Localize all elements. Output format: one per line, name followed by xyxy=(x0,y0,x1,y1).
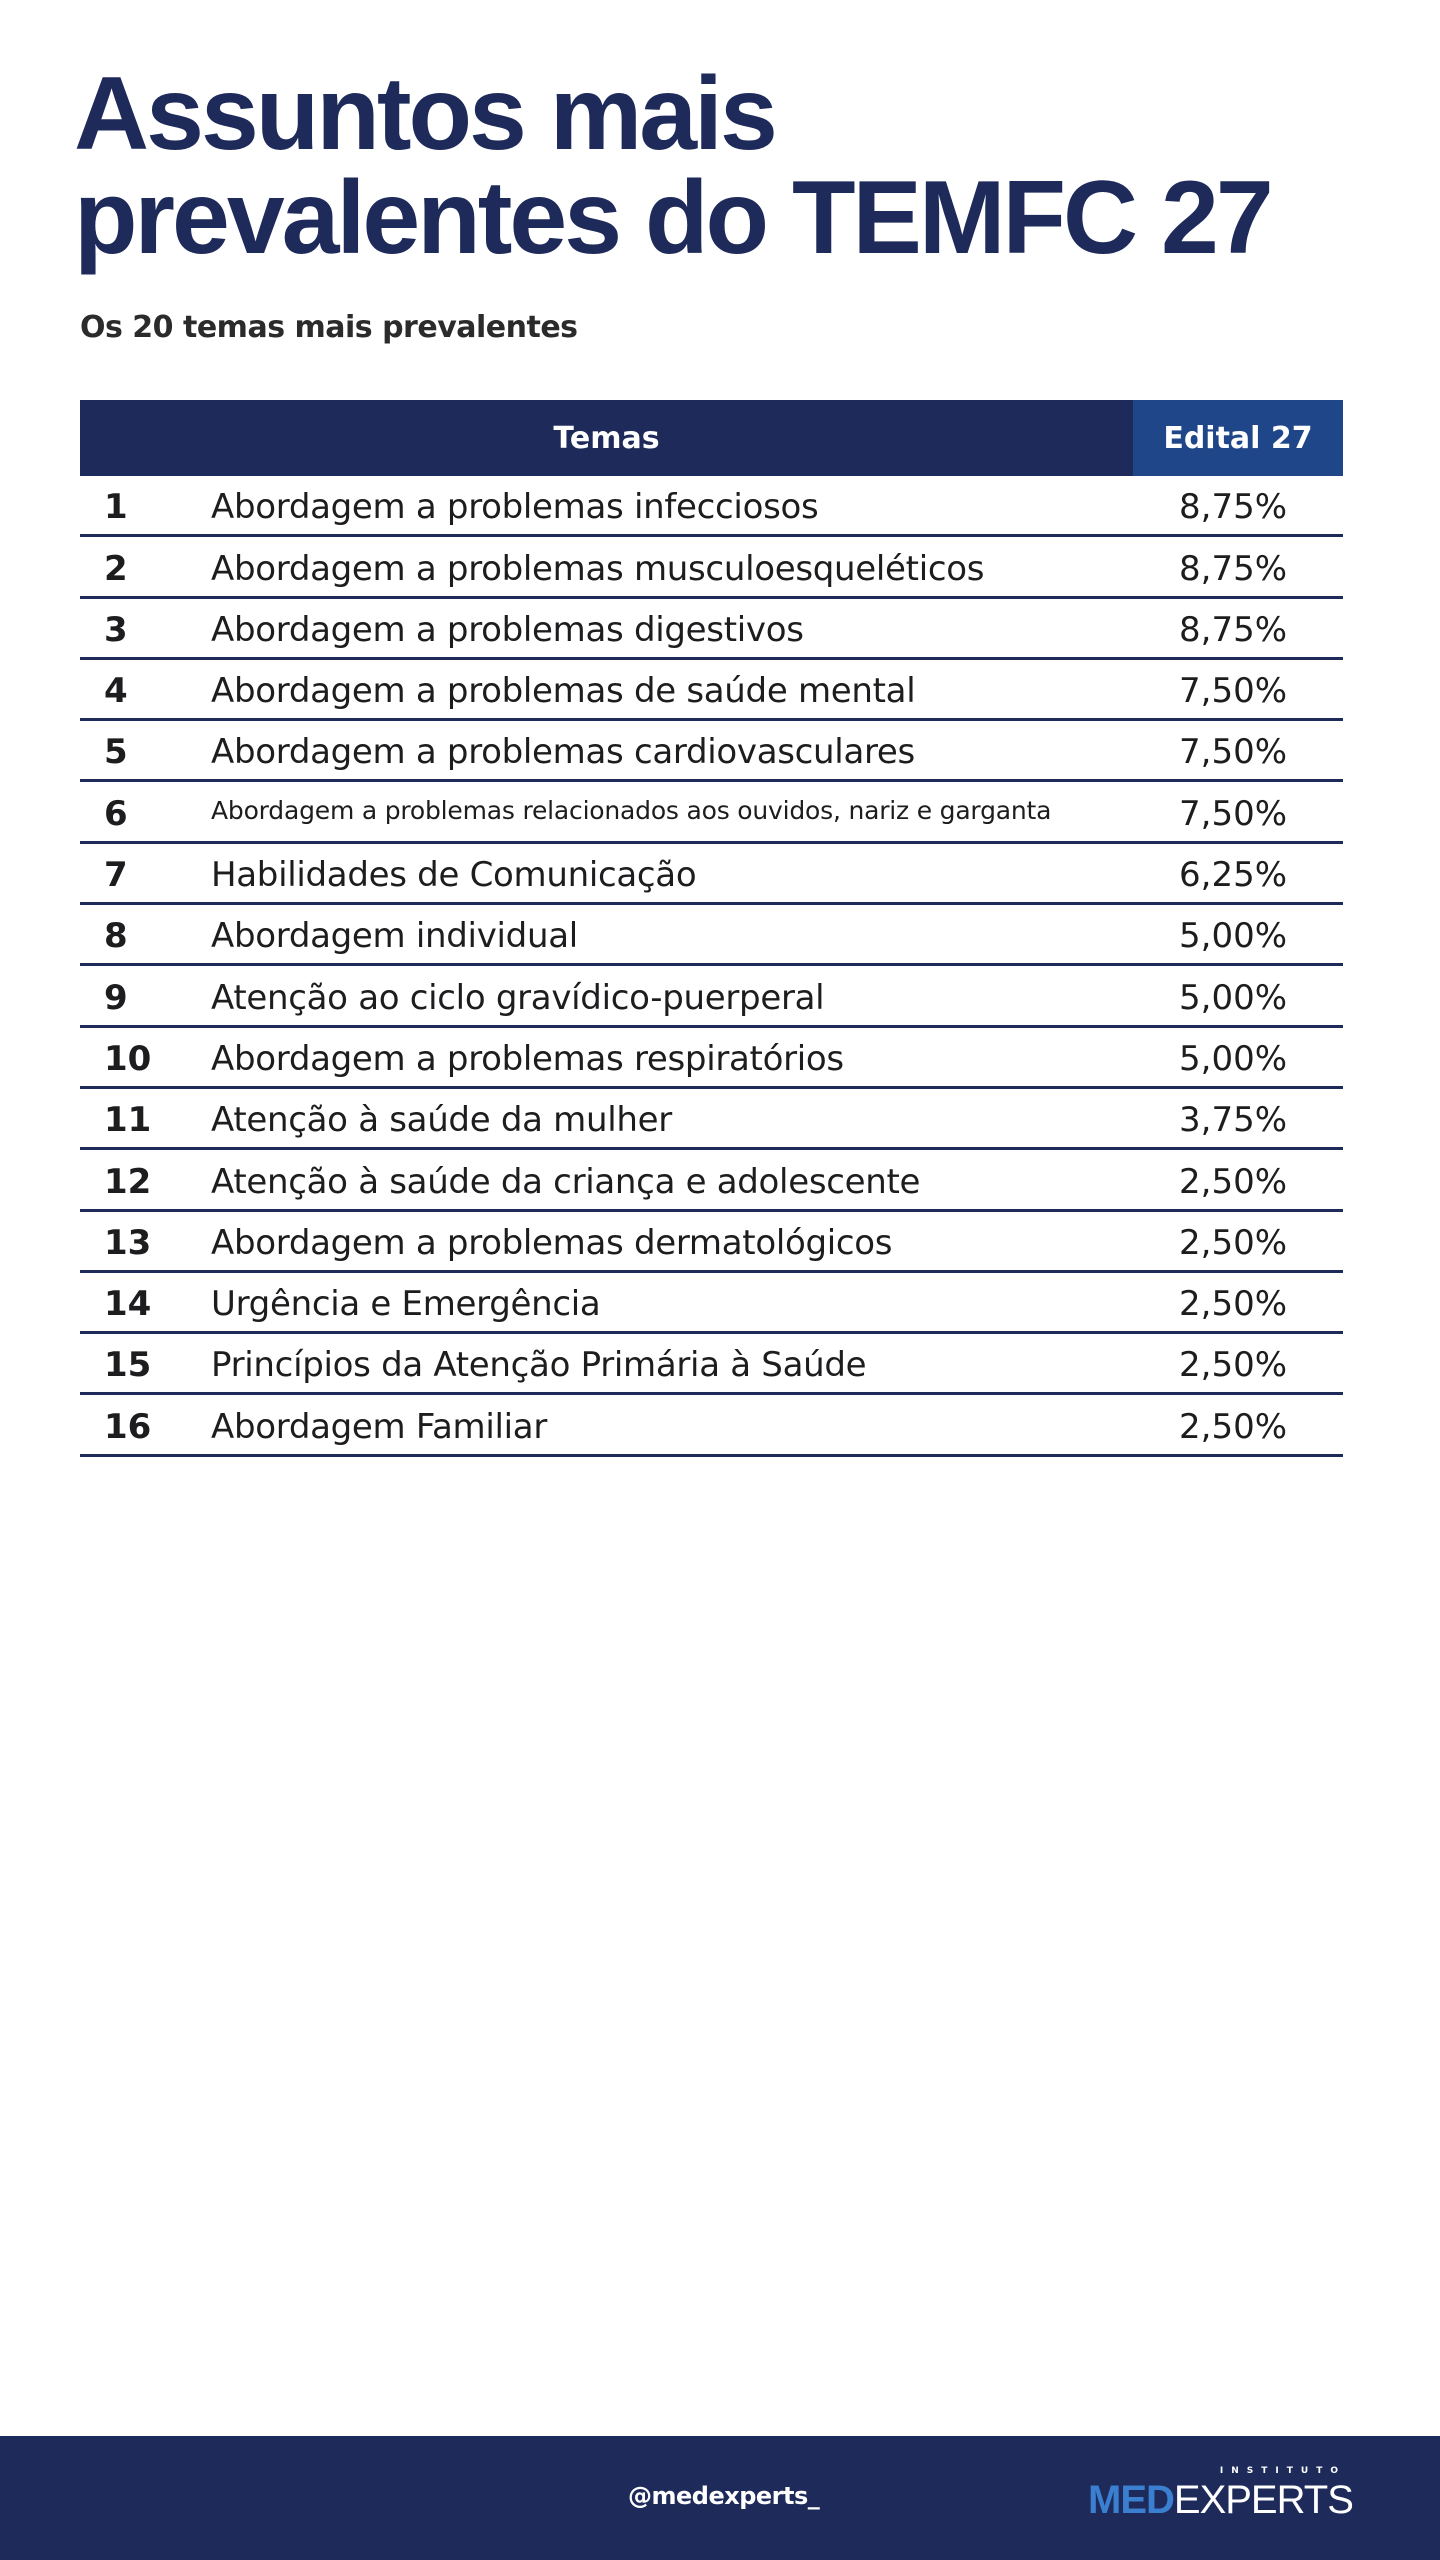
row-rank: 9 xyxy=(104,977,128,1018)
table-row xyxy=(80,844,1343,905)
table-row xyxy=(80,1273,1343,1334)
row-rank: 15 xyxy=(104,1345,152,1386)
row-percentage: 2,50% xyxy=(1179,1345,1288,1386)
page-title-line-1: Assuntos mais xyxy=(74,56,775,172)
row-tema: Abordagem individual xyxy=(211,916,578,957)
row-tema: Abordagem a problemas cardiovasculares xyxy=(211,732,915,773)
logo-experts-text: EXPERTS xyxy=(1173,2478,1353,2522)
row-rank: 14 xyxy=(104,1284,152,1325)
row-rank: 10 xyxy=(104,1038,152,1079)
row-tema: Abordagem a problemas musculoesqueléticos xyxy=(211,548,985,589)
row-percentage: 8,75% xyxy=(1179,487,1288,528)
row-tema: Abordagem a problemas dermatológicos xyxy=(211,1222,893,1263)
row-percentage: 7,50% xyxy=(1179,793,1288,834)
row-tema: Abordagem a problemas respiratórios xyxy=(211,1038,844,1079)
table-header xyxy=(80,400,1343,476)
row-rank: 6 xyxy=(104,793,128,834)
table-row xyxy=(80,782,1343,843)
row-percentage: 5,00% xyxy=(1179,916,1288,957)
social-handle[interactable]: @medexperts_ xyxy=(628,2482,820,2510)
row-rank: 1 xyxy=(104,487,128,528)
page-subtitle: Os 20 temas mais prevalentes xyxy=(80,310,578,345)
row-tema: Atenção ao ciclo gravídico-puerperal xyxy=(211,977,825,1018)
topics-table xyxy=(80,400,1343,1457)
row-percentage: 8,75% xyxy=(1179,548,1288,589)
row-rank: 3 xyxy=(104,609,128,650)
row-percentage: 2,50% xyxy=(1179,1161,1288,1202)
table-row xyxy=(80,537,1343,598)
table-row xyxy=(80,966,1343,1027)
table-row xyxy=(80,1150,1343,1211)
table-row xyxy=(80,660,1343,721)
row-percentage: 3,75% xyxy=(1179,1100,1288,1141)
row-rank: 4 xyxy=(104,671,128,712)
table-row xyxy=(80,721,1343,782)
row-percentage: 2,50% xyxy=(1179,1222,1288,1263)
table-row xyxy=(80,1212,1343,1273)
row-percentage: 5,00% xyxy=(1179,977,1288,1018)
row-tema: Habilidades de Comunicação xyxy=(211,855,697,896)
row-percentage: 2,50% xyxy=(1179,1284,1288,1325)
row-rank: 16 xyxy=(104,1406,152,1447)
table-row xyxy=(80,1334,1343,1395)
table-row xyxy=(80,476,1343,537)
row-rank: 12 xyxy=(104,1161,152,1202)
row-tema: Abordagem a problemas relacionados aos ouvidos, nariz e garganta xyxy=(211,795,1052,825)
logo-med-text: MED xyxy=(1088,2478,1174,2522)
row-rank: 5 xyxy=(104,732,128,773)
row-tema: Atenção à saúde da criança e adolescente xyxy=(211,1161,921,1202)
row-tema: Abordagem a problemas infecciosos xyxy=(211,487,819,528)
row-tema: Abordagem a problemas digestivos xyxy=(211,609,804,650)
table-row xyxy=(80,1395,1343,1456)
table-body xyxy=(80,476,1343,1457)
medexperts-logo xyxy=(1088,2466,1353,2526)
page-title-line-2: prevalentes do TEMFC 27 xyxy=(74,160,1271,276)
row-tema: Abordagem a problemas de saúde mental xyxy=(211,671,916,712)
row-tema: Atenção à saúde da mulher xyxy=(211,1100,672,1141)
table-row xyxy=(80,1089,1343,1150)
row-percentage: 5,00% xyxy=(1179,1038,1288,1079)
row-rank: 13 xyxy=(104,1222,152,1263)
row-percentage: 2,50% xyxy=(1179,1406,1288,1447)
table-row xyxy=(80,905,1343,966)
row-percentage: 7,50% xyxy=(1179,732,1288,773)
row-rank: 2 xyxy=(104,548,128,589)
row-tema: Princípios da Atenção Primária à Saúde xyxy=(211,1345,867,1386)
row-rank: 8 xyxy=(104,916,128,957)
logo-wordmark xyxy=(1088,2478,1353,2522)
row-percentage: 8,75% xyxy=(1179,609,1288,650)
footer-bar xyxy=(0,2436,1440,2560)
row-percentage: 6,25% xyxy=(1179,855,1288,896)
row-rank: 7 xyxy=(104,855,128,896)
logo-instituto-text: INSTITUTO xyxy=(1219,2466,1346,2476)
row-tema: Abordagem Familiar xyxy=(211,1406,548,1447)
row-tema: Urgência e Emergência xyxy=(211,1284,601,1325)
row-rank: 11 xyxy=(104,1100,152,1141)
page-title xyxy=(74,56,1271,276)
table-row xyxy=(80,599,1343,660)
column-header-temas: Temas xyxy=(80,400,1133,476)
table-row xyxy=(80,1028,1343,1089)
row-percentage: 7,50% xyxy=(1179,671,1288,712)
column-header-edital: Edital 27 xyxy=(1133,400,1343,476)
